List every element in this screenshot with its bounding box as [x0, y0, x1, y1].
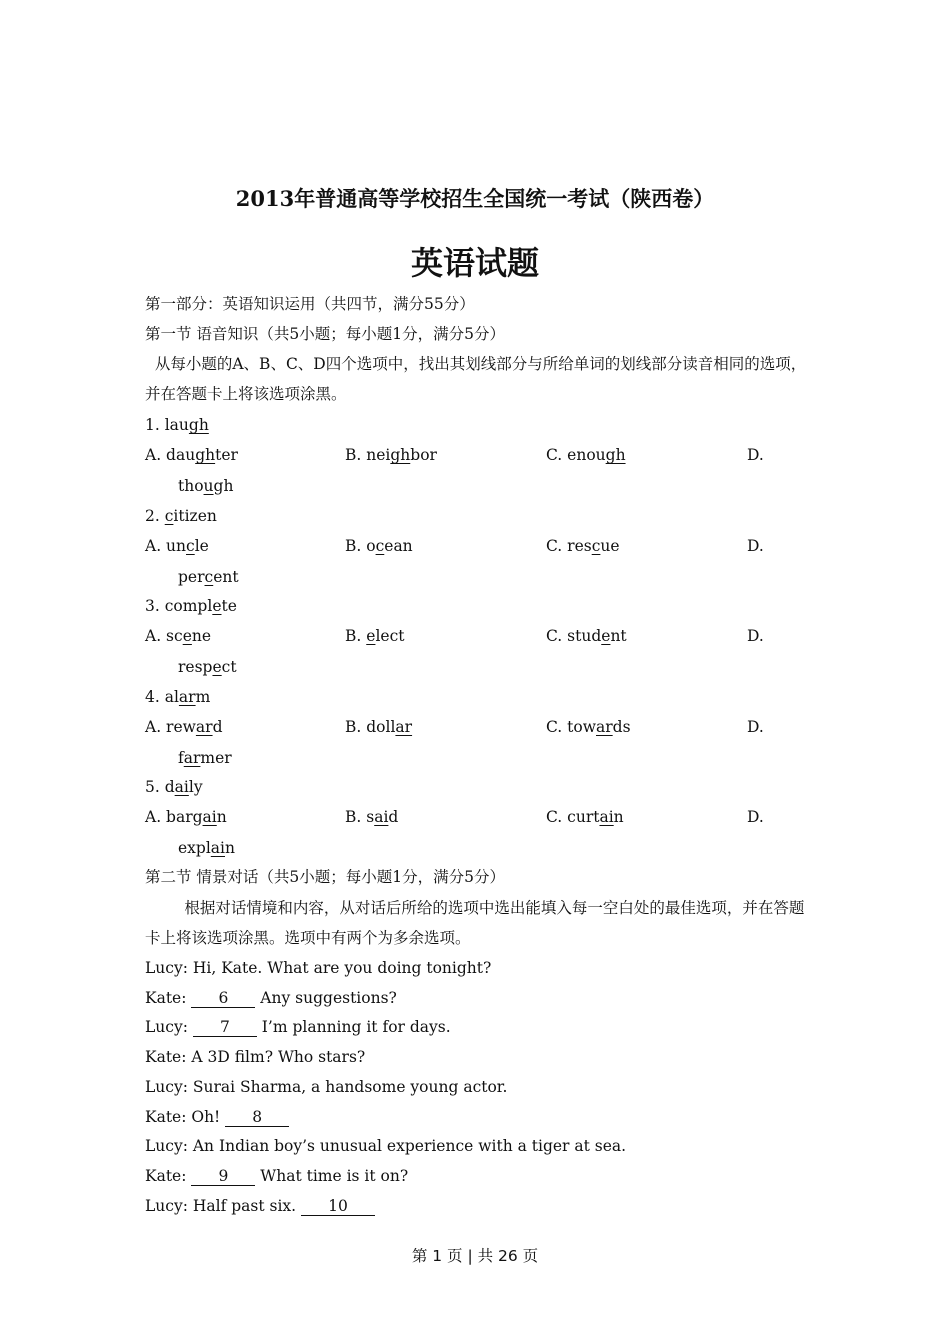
option-d: though — [178, 477, 234, 495]
answer-blank[interactable]: 10 — [301, 1198, 375, 1216]
answer-blank[interactable]: 9 — [191, 1168, 255, 1186]
dialogue-line: Lucy: An Indian boy’s unusual experience with a tiger at sea. — [145, 1137, 627, 1156]
underlined-letters: ai — [374, 808, 389, 826]
option-c: C. student — [546, 627, 627, 645]
exam-title: 2013年普通高等学校招生全国统一考试（陕西卷） — [235, 186, 715, 211]
option-c: C. curtain — [546, 808, 624, 826]
underlined-letters: u — [203, 477, 214, 495]
underlined-letters: ar — [395, 717, 413, 736]
underlined-letters: ai — [599, 808, 614, 826]
option-d-label: D. — [747, 536, 764, 555]
option-b: B. neighbor — [345, 446, 437, 464]
answer-blank[interactable]: 7 — [193, 1019, 257, 1037]
dialogue-line: Kate: Oh! 8 — [145, 1107, 289, 1127]
option-b: B. ocean — [345, 536, 413, 555]
option-a: A. bargain — [145, 808, 227, 826]
underlined-letters: c — [186, 536, 195, 555]
option-b: B. said — [345, 808, 399, 826]
underlined-letters: ar — [195, 717, 213, 736]
underlined-letters: gh — [605, 446, 626, 464]
dialogue-line: Kate: A 3D film? Who stars? — [145, 1048, 366, 1067]
option-d-label: D. — [747, 627, 764, 645]
underlined-letters: gh — [195, 446, 216, 464]
underlined-letters: e — [212, 658, 222, 676]
underlined-letters: ai — [202, 808, 217, 826]
underlined-letters: c — [591, 536, 601, 555]
option-a: A. reward — [145, 717, 223, 736]
underlined-letters: gh — [390, 446, 411, 464]
option-c: C. towards — [546, 717, 631, 736]
option-c: C. rescue — [546, 536, 620, 555]
underlined-letters: e — [601, 627, 611, 645]
answer-blank[interactable]: 8 — [225, 1109, 289, 1127]
option-d: percent — [178, 567, 239, 586]
option-a: A. scene — [145, 627, 212, 645]
option-b: B. dollar — [345, 717, 413, 736]
option-a: A. daughter — [145, 446, 238, 464]
option-d: farmer — [178, 748, 232, 767]
underlined-letters: ai — [210, 839, 225, 857]
option-b: B. elect — [345, 627, 405, 645]
underlined-letters: e — [182, 627, 192, 645]
part1-heading: 第一部分：英语知识运用（共四节，满分55分） — [145, 295, 475, 313]
answer-blank[interactable]: 6 — [191, 990, 255, 1008]
question-word: 5. daily — [145, 778, 203, 796]
section1-instructions: 从每小题的A、B、C、D四个选项中，找出其划线部分与所给单词的划线部分读音相同的选项，并在答题卡上将该选项涂黑。 — [145, 355, 807, 403]
option-d-label: D. — [747, 446, 764, 464]
question-word: 2. citizen — [145, 506, 217, 525]
question-word: 3. complete — [145, 597, 237, 615]
dialogue-line: Lucy: Surai Sharma, a handsome young actor. — [145, 1077, 508, 1096]
underlined-letters: c — [204, 567, 214, 586]
section1-heading: 第一节 语音知识（共5小题；每小题1分，满分5分） — [145, 325, 506, 343]
underlined-letters: ar — [596, 717, 613, 736]
option-d-label: D. — [747, 808, 764, 826]
section2-instructions: 根据对话情境和内容，从对话后所给的选项中选出能填入每一空白处的最佳选项，并在答题卡上将该选项涂黑。选项中有两个为多余选项。 — [145, 899, 805, 947]
dialogue-line: Lucy: Half past six. 10 — [145, 1196, 375, 1216]
exam-subtitle: 英语试题 — [410, 244, 539, 282]
question-word: 4. alarm — [145, 687, 211, 706]
question-word: 1. laugh — [145, 416, 209, 434]
dialogue-line: Lucy: 7 I’m planning it for days. — [145, 1018, 451, 1037]
underlined-letters: e — [366, 627, 376, 645]
underlined-letters: c — [375, 536, 385, 555]
dialogue-line: Lucy: Hi, Kate. What are you doing tonight? — [145, 959, 492, 977]
dialogue-line: Kate: 6 Any suggestions? — [145, 988, 397, 1007]
option-d: respect — [178, 658, 237, 676]
underlined-letters: ar — [183, 748, 201, 767]
option-c: C. enough — [546, 446, 626, 464]
page-footer: 第 1 页 | 共 26 页 — [411, 1247, 539, 1265]
option-d-label: D. — [747, 717, 764, 736]
option-d: explain — [178, 839, 235, 857]
dialogue-line: Kate: 9 What time is it on? — [145, 1166, 409, 1185]
option-a: A. uncle — [145, 536, 209, 555]
section2-heading: 第二节 情景对话（共5小题；每小题1分，满分5分） — [145, 868, 506, 886]
